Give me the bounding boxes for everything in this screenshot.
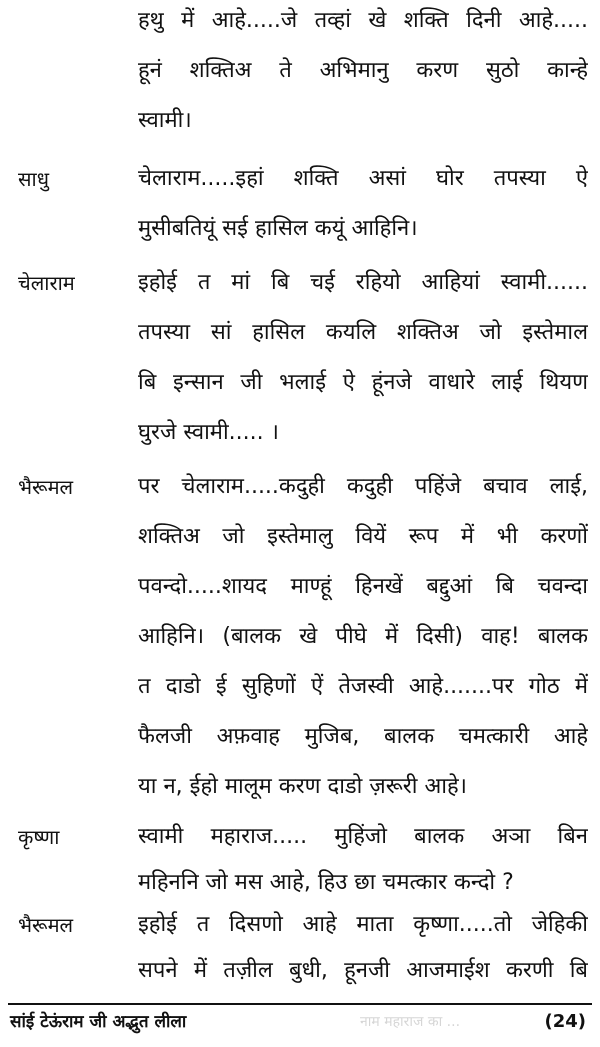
dialogue-text: चेलाराम.....इहां शक्ति असां घोर तपस्या ऐ <box>138 166 588 191</box>
dialogue-text: स्वामी महाराज..... मुहिंजो बालक अञा बिन <box>138 824 588 849</box>
dialogue-text: हथु में आहे.....जे तव्हां खे शक्ति दिनी आहे..... <box>138 8 588 33</box>
dialogue-line <box>0 516 600 566</box>
footer-faint-text: नाम महाराज का ... <box>360 1014 461 1030</box>
dialogue-text: हूनं शक्तिअ ते अभिमानु करण सुठो कान्हे <box>138 58 588 83</box>
dialogue-line <box>0 904 600 954</box>
dialogue-line <box>0 466 600 516</box>
page-number: (24) <box>544 1011 586 1032</box>
dialogue-line <box>0 766 600 816</box>
dialogue-text: पवन्दो.....शायद माण्हूं हिनखें बद्दुआं बि चवन्दा <box>138 574 588 599</box>
speaker-name: चेलाराम <box>18 271 75 295</box>
dialogue-text: महिननि जो मस आहे, हिउ छा चमत्कार कन्दो ? <box>138 870 514 895</box>
dialogue-line <box>0 312 600 362</box>
dialogue-line <box>0 412 600 462</box>
dialogue-text: बि इन्सान जी भलाई ऐ हूंनजे वाधारे लाई थियण <box>138 370 588 395</box>
dialogue-text: शक्तिअ जो इस्तेमालु वियें रूप में भी करणों <box>138 524 588 549</box>
dialogue-line <box>0 616 600 666</box>
dialogue-text: घुरजे स्वामी..... । <box>138 420 279 445</box>
speaker-name: भैरूमल <box>18 475 74 499</box>
dialogue-line <box>0 716 600 766</box>
footer-divider <box>8 1003 592 1005</box>
dialogue-text: इहोई त मां बि चई रहियो आहियां स्वामी...... <box>138 270 588 295</box>
dialogue-text: फैलजी अफ़वाह मुजिब, बालक चमत्कारी आहे <box>138 724 588 749</box>
footer-book-title: सांई टेऊंराम जी अद्भुत लीला <box>10 1012 187 1032</box>
dialogue-line <box>0 208 600 258</box>
dialogue-text: पर चेलाराम.....कदुही कदुही पहिंजे बचाव लाई, <box>138 474 588 499</box>
speaker-name: भैरूमल <box>18 913 74 937</box>
dialogue-line <box>0 262 600 312</box>
dialogue-line <box>0 158 600 208</box>
dialogue-text: सपने में तज़ील बुधी, हूनजी आजमाईश करणी बि <box>138 958 588 983</box>
dialogue-line <box>0 0 600 50</box>
dialogue-line <box>0 666 600 716</box>
dialogue-line <box>0 816 600 866</box>
dialogue-text: या न, ईहो मालूम करण दाडो ज़रूरी आहे। <box>138 774 467 799</box>
dialogue-text: मुसीबतियूं सई हासिल कयूं आहिनि। <box>138 216 418 241</box>
speaker-name: कृष्णा <box>18 825 60 849</box>
dialogue-text: त दाडो ई सुहिणों ऐं तेजस्वी आहे.......पर गोठ में <box>138 674 588 699</box>
dialogue-line <box>0 100 600 150</box>
dialogue-line <box>0 50 600 100</box>
dialogue-text: इहोई त दिसणो आहे माता कृष्णा.....तो जेहिकी <box>138 912 588 937</box>
dialogue-text: स्वामी। <box>138 108 192 133</box>
speaker-name: साधु <box>18 167 49 191</box>
dialogue-line <box>0 566 600 616</box>
dialogue-line <box>0 362 600 412</box>
dialogue-text: आहिनि। (बालक खे पीघे में दिसी) वाह! बालक <box>138 624 588 649</box>
dialogue-text: तपस्या सां हासिल कयलि शक्तिअ जो इस्तेमाल <box>138 320 588 345</box>
dialogue-line <box>0 950 600 1000</box>
